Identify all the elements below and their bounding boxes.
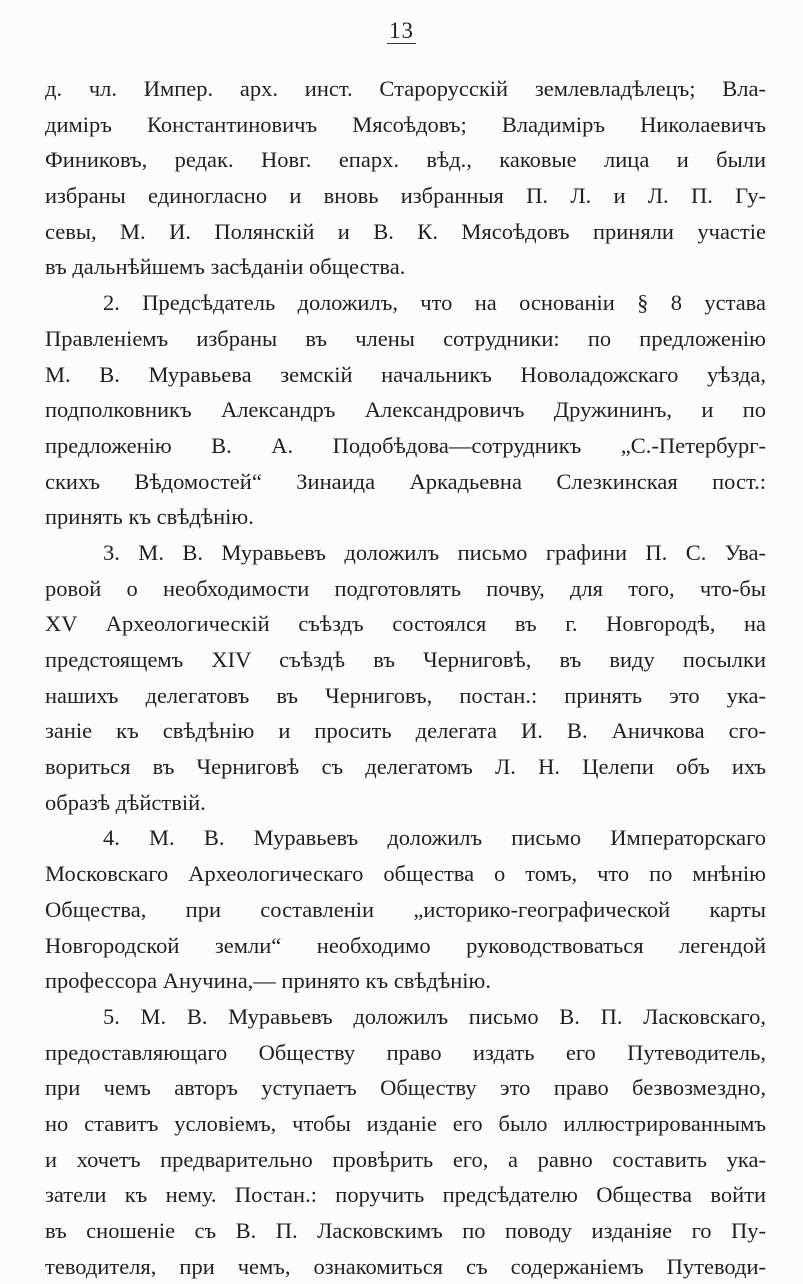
text-line: предстоящемъ XIV съѣздѣ въ Черниговѣ, въ виду посылки [45,647,766,672]
text-line: теводителя, при чемъ, ознакомиться съ содержаніемъ Путеводи- [45,1253,766,1279]
text-line: скихъ Вѣдомостей“ Зинаида Аркадьевна Слезкинская пост.: [45,468,766,494]
text-line: Правленіемъ избраны въ члены сотрудники: по предложенію [45,325,766,351]
text-line: Московскаго Археологическаго общества о томъ, что по мнѣнію [45,861,766,887]
text-line: предоставляющаго Обществу право издать его Путеводитель, [45,1039,766,1065]
text-line: въ сношеніе съ В. П. Ласковскимъ по поводу изданіяе го Пу- [45,1218,766,1243]
text-line: избраны единогласно и вновь избранныя П. Л. и Л. П. Гу- [45,183,766,209]
text-line: образѣ дѣйствій. [45,789,206,815]
text-line: принять къ свѣдѣнію. [45,504,254,530]
paragraph-start-5: 5. М. В. Муравьевъ доложилъ письмо В. П. Ласковскаго, [103,1003,766,1029]
text-line: севы, М. И. Полянскій и В. К. Мясоѣдовъ приняли участіе [45,218,766,244]
page-number: 13 [389,18,414,43]
text-line: въ дальнѣйшемъ засѣданіи общества. [45,254,406,280]
text-line: диміръ Константиновичъ Мясоѣдовъ; Владиміръ Николаевичъ [45,111,766,137]
text-line: затели къ нему. Постан.: поручить предсѣдателю Общества войти [45,1182,766,1208]
text-line: Финиковъ, редак. Новг. епарх. вѣд., каковые лица и были [45,147,766,173]
text-line: Общества, при составленіи „историко-географической карты [45,896,766,922]
text-line: подполковникъ Александръ Александровичъ Дружининъ, и по [45,397,766,423]
text-line: вориться въ Черниговѣ съ делегатомъ Л. Н. Целепи объ ихъ [45,754,766,780]
text-line: предложенію В. А. Подобѣдова—сотрудникъ „С.-Петербург- [45,432,766,458]
text-line: нашихъ делегатовъ въ Черниговъ, постан.: принять это ука- [45,682,766,708]
text-line: заніе къ свѣдѣнію и просить делегата И. В. Аничкова сго- [45,718,766,744]
body-text [45,71,766,1284]
text-line: XV Археологическій съѣздъ состоялся въ г. Новгородѣ, на [45,611,766,637]
paragraph-start-3: 3. М. В. Муравьевъ доложилъ письмо графини П. С. Ува- [103,539,766,565]
text-line: но ставитъ условіемъ, чтобы изданіе его было иллюстрированнымъ [45,1110,766,1136]
text-line: М. В. Муравьева земскій начальникъ Новоладожскаго уѣзда, [45,361,766,387]
text-line: при чемъ авторъ уступаетъ Обществу это право безвозмездно, [45,1075,766,1101]
text-line: и хочетъ предварительно провѣрить его, а равно составить ука- [45,1146,766,1172]
paragraph-start-2: 2. Предсѣдатель доложилъ, что на основаніи § 8 устава [103,290,766,316]
text-line: Новгородской земли“ необходимо руководствоваться легендой [45,932,766,958]
text-line: ровой о необходимости подготовлять почву, для того, что-бы [45,575,766,601]
text-line: профессора Анучина,— принято къ свѣдѣнію. [45,968,491,994]
paragraph-start-4: 4. М. В. Муравьевъ доложилъ письмо Императорскаго [103,825,766,851]
text-line: д. чл. Импер. арх. инст. Старорусскій землевладѣлецъ; Вла- [45,76,766,101]
